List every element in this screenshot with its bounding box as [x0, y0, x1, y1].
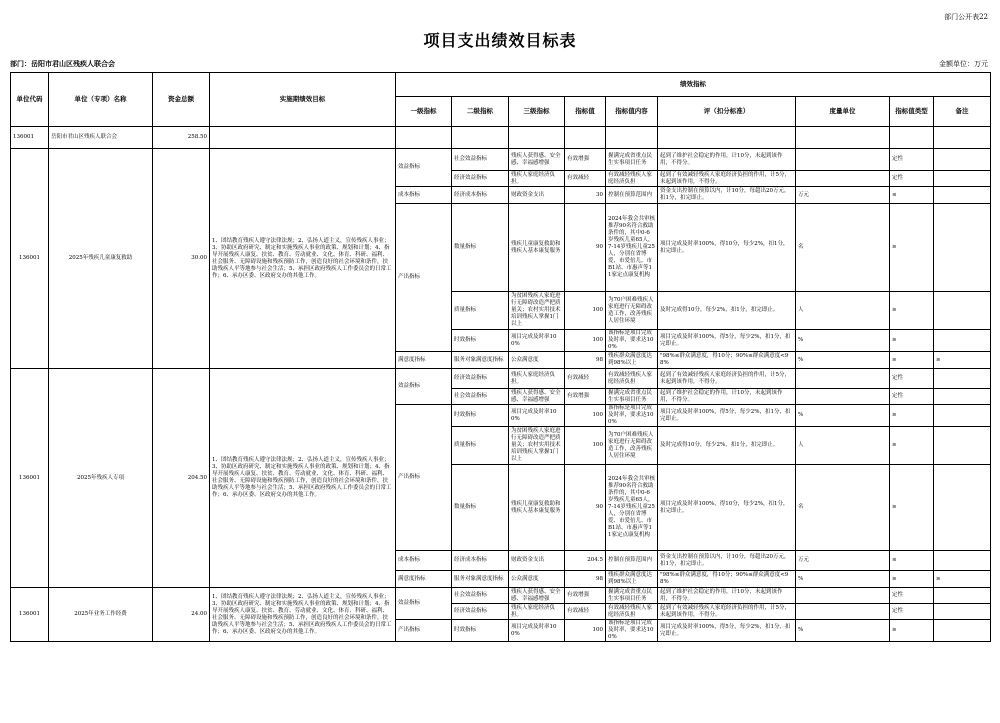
header-type: 指标值类型	[890, 97, 934, 127]
indicator-score: 起到了有效减轻残疾人家庭经济负担的作用，计5分，未起到该作用，不得分。	[658, 604, 796, 620]
indicator-value: 100	[565, 330, 606, 352]
indicator-level2: 质量指标	[452, 292, 509, 330]
indicator-score: 起到了维护社会稳定的作用，计10分，未起到该作用，不得分。	[658, 389, 796, 405]
header-l1: 一级指标	[396, 97, 452, 127]
indicator-level3: 财政资金支出	[509, 551, 565, 571]
indicator-remark	[934, 389, 991, 405]
indicator-measure-unit	[796, 149, 890, 171]
indicator-type: 定性	[890, 389, 934, 405]
indicator-remark	[934, 604, 991, 620]
header-value: 指标值	[565, 97, 606, 127]
project-code: 136001	[11, 588, 49, 642]
indicator-level1: 效益指标	[396, 588, 452, 620]
project-amount: 30.00	[153, 149, 210, 369]
indicator-remark: ≥	[934, 571, 991, 588]
indicator-score: 项目完成及时率100%，得5分，每少2%，扣1分，扣完即止。	[658, 620, 796, 642]
indicator-score: 起到了维护社会稳定的作用，计10分，未起到该作用，不得分。	[658, 588, 796, 604]
indicator-level1: 效益指标	[396, 149, 452, 187]
header-unit-code: 单位代码	[11, 73, 49, 127]
indicator-remark	[934, 369, 991, 389]
indicator-measure-unit	[796, 171, 890, 187]
indicator-level1: 产出指标	[396, 204, 452, 352]
indicator-value: 100	[565, 620, 606, 642]
page-title: 项目支出绩效目标表	[423, 31, 577, 50]
indicator-score: 及时完成得10分，每少2%，扣1分，扣完即止。	[658, 427, 796, 465]
indicator-measure-unit: 名	[796, 204, 890, 292]
indicator-measure-unit: 万元	[796, 551, 890, 571]
indicator-remark	[934, 465, 991, 551]
indicator-type: 定性	[890, 369, 934, 389]
indicator-level1: 成本指标	[396, 551, 452, 571]
indicator-content: 握满完成省重点民生实事项目任务	[606, 389, 658, 405]
indicator-level2: 社会效益指标	[452, 588, 509, 604]
indicator-level2: 经济成本指标	[452, 551, 509, 571]
indicator-measure-unit: %	[796, 620, 890, 642]
indicator-remark	[934, 330, 991, 352]
indicator-level2: 经济成本指标	[452, 187, 509, 204]
indicator-measure-unit: 人	[796, 427, 890, 465]
header-indicators: 绩效指标	[396, 73, 991, 97]
indicator-content: 有效减轻残疾人家庭经济负担	[606, 604, 658, 620]
indicator-measure-unit: %	[796, 405, 890, 427]
project-goal: 1、团结教育残疾人遵守法律法规；2、弘扬人道主义，宣传残疾人事业；3、协助区政府研究、制定和实施残疾人事业的政策、规划和计划；4、指导开展残疾人康复、扶贫、教育、劳动就业、文化、体育、科研、福利、社会服务、无障碍设施和残疾预防工作，创造良好的社会环境和条件，扶助残疾人平等地参与社会生活；5、承担区政府残疾人工作委员会的日常工作；6、承办区委、区政府交办的其他工作。	[210, 149, 396, 369]
project-name: 2025年业务工作经费	[49, 588, 153, 642]
header-score: 评（扣分标准）	[658, 97, 796, 127]
header-l2: 二级指标	[452, 97, 509, 127]
indicator-level3: 项目完成及时率100%	[509, 330, 565, 352]
indicator-value: 有效增强	[565, 149, 606, 171]
indicator-type: ≥	[890, 352, 934, 369]
indicator-content: 残疾群众满意度达到98%以上	[606, 571, 658, 588]
table-row	[11, 369, 991, 389]
indicator-type: 定性	[890, 588, 934, 604]
indicator-remark	[934, 292, 991, 330]
indicator-remark	[934, 588, 991, 604]
indicator-score: 及时完成得10分，每少2%，扣1分，扣完即止。	[658, 292, 796, 330]
header-unit-name: 单位（专项）名称	[49, 73, 153, 127]
project-name: 2025年残疾儿童康复救助	[49, 149, 153, 369]
project-amount: 24.00	[153, 588, 210, 642]
indicator-type: ≥	[890, 330, 934, 352]
page-corner-label: 部门公开表22	[944, 13, 988, 21]
performance-table	[10, 72, 991, 642]
org-row	[11, 127, 991, 149]
indicator-level3: 项目完成及时率100%	[509, 620, 565, 642]
indicator-remark	[934, 187, 991, 204]
indicator-measure-unit	[796, 588, 890, 604]
indicator-content: 该指标是项目完成及时率，要求达100%	[606, 620, 658, 642]
indicator-level2: 时效指标	[452, 405, 509, 427]
indicator-level2: 经济效益指标	[452, 171, 509, 187]
indicator-level2: 时效指标	[452, 620, 509, 642]
table-body	[11, 127, 991, 642]
indicator-level3: 残疾人获得感、安全感、幸福感增强	[509, 149, 565, 171]
indicator-level3: 为贫困残疾人家庭进行无障碍改造严把质量关；农村实用技术培训残疾人掌握1门以上	[509, 427, 565, 465]
indicator-level2: 数量指标	[452, 204, 509, 292]
indicator-measure-unit: 万元	[796, 187, 890, 204]
indicator-content: 有效减轻残疾人家庭经济负担	[606, 369, 658, 389]
indicator-value: 100	[565, 405, 606, 427]
indicator-content: 控制在预算范围内	[606, 551, 658, 571]
indicator-content: 该指标是项目完成及时率，要求达100%	[606, 405, 658, 427]
indicator-score: 项目完成及时率100%，得5分，每少2%，扣1分，扣完即止。	[658, 405, 796, 427]
indicator-remark: ≥	[934, 352, 991, 369]
indicator-level1: 效益指标	[396, 369, 452, 405]
indicator-type: ≥	[890, 405, 934, 427]
indicator-content: 该指标是项目完成及时率，要求达100%	[606, 330, 658, 352]
indicator-level3: 项目完成及时率100%	[509, 405, 565, 427]
indicator-level2: 服务对象满意度指标	[452, 352, 509, 369]
indicator-level3: 公众满意度	[509, 352, 565, 369]
indicator-score: 起到了维护社会稳定的作用，计10分，未起到该作用，不得分。	[658, 149, 796, 171]
indicator-value: 90	[565, 204, 606, 292]
indicator-value: 有效减轻	[565, 171, 606, 187]
indicator-type: ≥	[890, 465, 934, 551]
indicator-content: 有效减轻残疾人家庭经济负担	[606, 171, 658, 187]
indicator-content: 为70户困难残疾人家庭进行无障碍改造工作，改善残疾人居住环境	[606, 292, 658, 330]
indicator-measure-unit	[796, 369, 890, 389]
header-remark: 备注	[934, 97, 991, 127]
indicator-measure-unit	[796, 389, 890, 405]
indicator-level1: 产出指标	[396, 405, 452, 551]
indicator-value: 98	[565, 352, 606, 369]
indicator-type: 定性	[890, 604, 934, 620]
indicator-level3: 公众满意度	[509, 571, 565, 588]
indicator-measure-unit: 名	[796, 465, 890, 551]
indicator-level3: 为贫困残疾人家庭进行无障碍改造严把质量关；农村实用技术培训残疾人掌握1门以上	[509, 292, 565, 330]
indicator-type: ≥	[890, 620, 934, 642]
indicator-measure-unit: %	[796, 330, 890, 352]
indicator-content: 2024年我会共审核推荐90名符合救助条件的，其中0-6岁残疾儿童65人，7-14岁残疾儿童25人，分别在省博爱、市爱倍儿、市B1站、市惠声等11家定点康复机构	[606, 204, 658, 292]
indicator-level2: 经济效益指标	[452, 604, 509, 620]
header-total-funds: 资金总额	[153, 73, 210, 127]
indicator-value: 有效减轻	[565, 369, 606, 389]
amount-unit-label: 金额单位：万元	[939, 60, 988, 68]
indicator-content: 残疾群众满意度达到98%以上	[606, 352, 658, 369]
indicator-type: 定性	[890, 171, 934, 187]
indicator-level2: 数量指标	[452, 465, 509, 551]
indicator-content: 为70户困难残疾人家庭进行无障碍改造工作，改善残疾人居住环境	[606, 427, 658, 465]
indicator-type: ≥	[890, 204, 934, 292]
indicator-value: 有效增强	[565, 588, 606, 604]
indicator-remark	[934, 620, 991, 642]
indicator-value: 100	[565, 292, 606, 330]
indicator-measure-unit	[796, 604, 890, 620]
header-l3: 三级指标	[509, 97, 565, 127]
indicator-remark	[934, 427, 991, 465]
indicator-level3: 残疾儿童康复救助和残疾人基本康复服务	[509, 465, 565, 551]
project-goal: 1、团结教育残疾人遵守法律法规；2、弘扬人道主义，宣传残疾人事业；3、协助区政府研究、制定和实施残疾人事业的政策、规划和计划；4、指导开展残疾人康复、扶贫、教育、劳动就业、文化、体育、科研、福利、社会服务、无障碍设施和残疾预防工作，创造良好的社会环境和条件，扶助残疾人平等地参与社会生活；5、承担区政府残疾人工作委员会的日常工作；6、承办区委、区政府交办的其他工作。	[210, 588, 396, 642]
indicator-measure-unit: 人	[796, 292, 890, 330]
indicator-value: 有效减轻	[565, 604, 606, 620]
indicator-level3: 残疾人家庭经济负担。	[509, 171, 565, 187]
indicator-content: 握满完成省重点民生实事项目任务	[606, 149, 658, 171]
header-content: 指标值内容	[606, 97, 658, 127]
org-name: 岳阳市君山区残疾人联合会	[49, 127, 153, 149]
indicator-measure-unit: %	[796, 352, 890, 369]
indicator-level1: 满意度指标	[396, 352, 452, 369]
indicator-remark	[934, 405, 991, 427]
indicator-type: 定性	[890, 149, 934, 171]
indicator-score: 项目完成及时率100%，得5分，每少2%，扣1分，扣完即止。	[658, 330, 796, 352]
indicator-level3: 残疾人家庭经济负担。	[509, 369, 565, 389]
indicator-value: 98	[565, 571, 606, 588]
indicator-score: "98%≤群众满意度，得10分；90%≤群众满意度<98%	[658, 352, 796, 369]
indicator-remark	[934, 149, 991, 171]
indicator-score: 资金支出控制在预算以内，计10分，每超出20万元，扣1分，扣完即止。	[658, 551, 796, 571]
indicator-level2: 经济效益指标	[452, 369, 509, 389]
table-row	[11, 588, 991, 604]
indicator-remark	[934, 204, 991, 292]
indicator-score: 起到了有效减轻残疾人家庭经济负担的作用，计5分，未起到该作用，不得分。	[658, 171, 796, 187]
indicator-content: 控制在预算范围内	[606, 187, 658, 204]
project-name: 2025年残疾人专项	[49, 369, 153, 588]
indicator-level3: 残疾儿童康复救助和残疾人基本康复服务	[509, 204, 565, 292]
indicator-level2: 社会效益指标	[452, 389, 509, 405]
indicator-type: ≤	[890, 187, 934, 204]
indicator-level1: 成本指标	[396, 187, 452, 204]
indicator-score: 项目完成及时率100%，得10分，每少2%，扣1分，扣完即止。	[658, 465, 796, 551]
org-amount: 258.50	[153, 127, 210, 149]
department-label: 部门：岳阳市君山区残疾人联合会	[10, 60, 115, 68]
indicator-level2: 时效指标	[452, 330, 509, 352]
indicator-type: ≤	[890, 551, 934, 571]
indicator-measure-unit: %	[796, 571, 890, 588]
org-code: 136001	[11, 127, 49, 149]
header-measure-unit: 度量单位	[796, 97, 890, 127]
indicator-value: 有效增强	[565, 389, 606, 405]
indicator-value: 30	[565, 187, 606, 204]
indicator-content: 握满完成省重点民生实事项目任务	[606, 588, 658, 604]
project-goal: 1、团结教育残疾人遵守法律法规；2、弘扬人道主义，宣传残疾人事业；3、协助区政府研究、制定和实施残疾人事业的政策、规划和计划；4、指导开展残疾人康复、扶贫、教育、劳动就业、文化、体育、科研、福利、社会服务、无障碍设施和残疾预防工作，创造良好的社会环境和条件，扶助残疾人平等地参与社会生活；5、承担区政府残疾人工作委员会的日常工作；6、承办区委、区政府交办的其他工作。	[210, 369, 396, 588]
indicator-level3: 财政资金支出	[509, 187, 565, 204]
indicator-level2: 社会效益指标	[452, 149, 509, 171]
indicator-remark	[934, 171, 991, 187]
project-code: 136001	[11, 149, 49, 369]
project-code: 136001	[11, 369, 49, 588]
indicator-level1: 满意度指标	[396, 571, 452, 588]
indicator-value: 90	[565, 465, 606, 551]
indicator-level2: 服务对象满意度指标	[452, 571, 509, 588]
indicator-type: ≥	[890, 427, 934, 465]
indicator-score: "98%≤群众满意度，得10分；90%≤群众满意度<98%	[658, 571, 796, 588]
indicator-content: 2024年我会共审核推荐90名符合救助条件的，其中0-6岁残疾儿童65人，7-14岁残疾儿童25人，分别在省博爱、市爱倍儿、市B1站、市惠声等11家定点康复机构	[606, 465, 658, 551]
indicator-score: 起到了有效减轻残疾人家庭经济负担的作用，计5分，未起到该作用，不得分。	[658, 369, 796, 389]
indicator-value: 100	[565, 427, 606, 465]
indicator-type: ≥	[890, 292, 934, 330]
indicator-level3: 残疾人获得感、安全感、幸福感增强	[509, 588, 565, 604]
indicator-score: 资金支出控制在预算以内，计10分，每超出20万元，扣1分，扣完即止。	[658, 187, 796, 204]
indicator-value: 204.5	[565, 551, 606, 571]
indicator-remark	[934, 551, 991, 571]
table-row	[11, 149, 991, 171]
indicator-level1: 产出指标	[396, 620, 452, 642]
indicator-type: ≥	[890, 571, 934, 588]
header-goal: 实施期绩效目标	[210, 73, 396, 127]
indicator-score: 项目完成及时率100%，得10分，每少2%，扣1分，扣完即止。	[658, 204, 796, 292]
indicator-level3: 残疾人家庭经济负担。	[509, 604, 565, 620]
indicator-level3: 残疾人获得感、安全感、幸福感增强	[509, 389, 565, 405]
indicator-level2: 质量指标	[452, 427, 509, 465]
project-amount: 204.50	[153, 369, 210, 588]
